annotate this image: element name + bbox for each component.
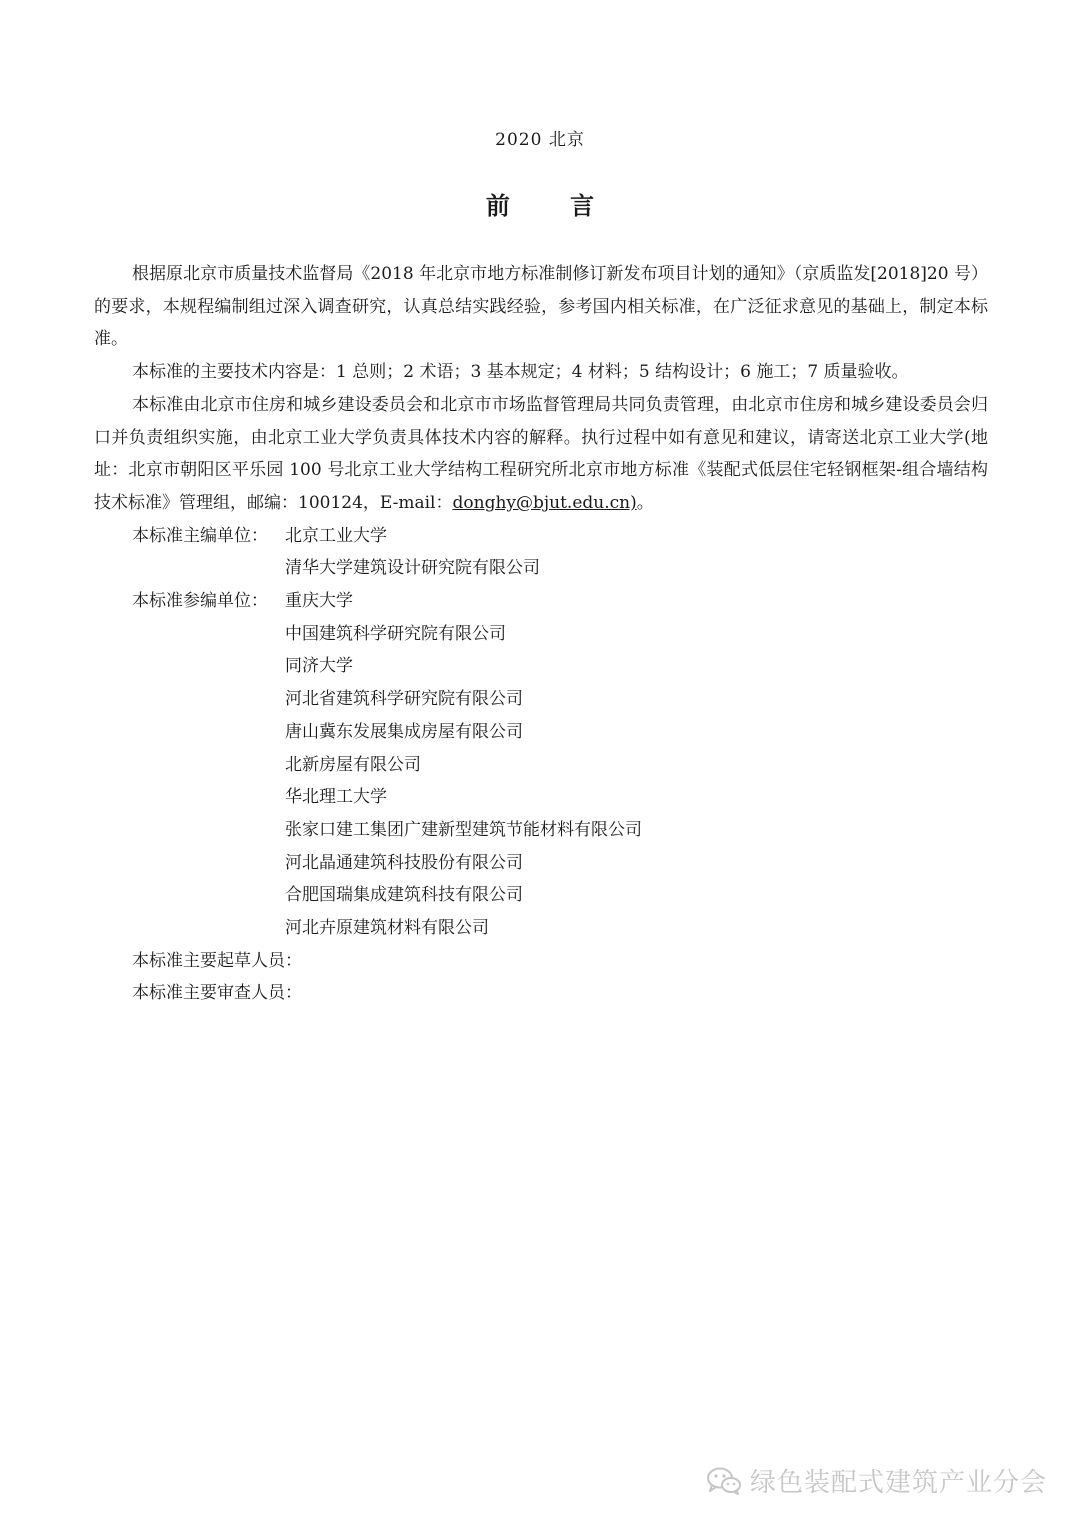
participating-units-list xyxy=(285,585,988,945)
management-text: 本标准由北京市住房和城乡建设委员会和北京市市场监督管理局共同负责管理，由北京市住房和城乡建设委员会归口并负责组织实施，由北京工业大学负责具体技术内容的解释。执行过程中如有意见和建议，请寄送北京工业大学(地址：北京市朝阳区平乐园 100 号北京工业大学结构工程研究所北京市地方标准《装配式低层住宅轻钢框架-组合墙结构技术标准》管理组，邮编：100124，E-mail： xyxy=(94,394,988,513)
watermark xyxy=(706,1462,1047,1499)
foreword-body xyxy=(94,258,988,1010)
drafters-label: 本标准主要起草人员： xyxy=(132,950,302,971)
chief-unit-item: 清华大学建筑设计研究院有限公司 xyxy=(285,558,540,579)
paragraph-management xyxy=(94,389,988,520)
year-place: 2020 北京 xyxy=(495,130,585,150)
management-suffix: 。 xyxy=(636,492,654,513)
chief-units-list xyxy=(285,520,988,585)
participating-unit-item: 河北卉原建筑材料有限公司 xyxy=(285,918,489,939)
participating-units xyxy=(94,585,988,945)
participating-unit-item: 唐山冀东发展集成房屋有限公司 xyxy=(285,721,523,742)
participating-unit-item: 北新房屋有限公司 xyxy=(285,754,421,775)
participating-unit-item: 河北晶通建筑科技股份有限公司 xyxy=(285,852,523,873)
participating-unit-item: 中国建筑科学研究院有限公司 xyxy=(285,623,506,644)
reviewers-label: 本标准主要审查人员： xyxy=(132,983,302,1004)
watermark-text: 绿色装配式建筑产业分会 xyxy=(750,1468,1048,1498)
paragraph-contents: 本标准的主要技术内容是：1 总则；2 术语；3 基本规定；4 材料；5 结构设计；6 施工；7 质量验收。 xyxy=(132,362,909,383)
chief-unit-item: 北京工业大学 xyxy=(285,525,387,546)
participating-unit-item: 重庆大学 xyxy=(285,591,353,612)
participating-unit-item: 同济大学 xyxy=(285,656,353,677)
chief-units xyxy=(94,520,988,585)
paragraph-basis: 根据原北京市质量技术监督局《2018 年北京市地方标准制修订新发布项目计划的通知》（京质监发[2018]20 号）的要求，本规程编制组过深入调查研究，认真总结实践经验，参考国内相关标准，在广泛征求意见的基础上，制定本标准。 xyxy=(94,264,988,350)
participating-unit-item: 张家口建工集团广建新型建筑节能材料有限公司 xyxy=(285,819,642,840)
chief-units-label: 本标准主编单位： xyxy=(132,525,268,546)
participating-unit-item: 华北理工大学 xyxy=(285,787,387,808)
participating-unit-item: 合肥国瑞集成建筑科技有限公司 xyxy=(285,885,523,906)
wechat-icon xyxy=(706,1466,742,1496)
participating-units-label: 本标准参编单位： xyxy=(132,591,268,612)
email-link[interactable]: donghy@bjut.edu.cn) xyxy=(452,492,637,513)
foreword-title: 前 言 xyxy=(485,191,621,220)
participating-unit-item: 河北省建筑科学研究院有限公司 xyxy=(285,689,523,710)
